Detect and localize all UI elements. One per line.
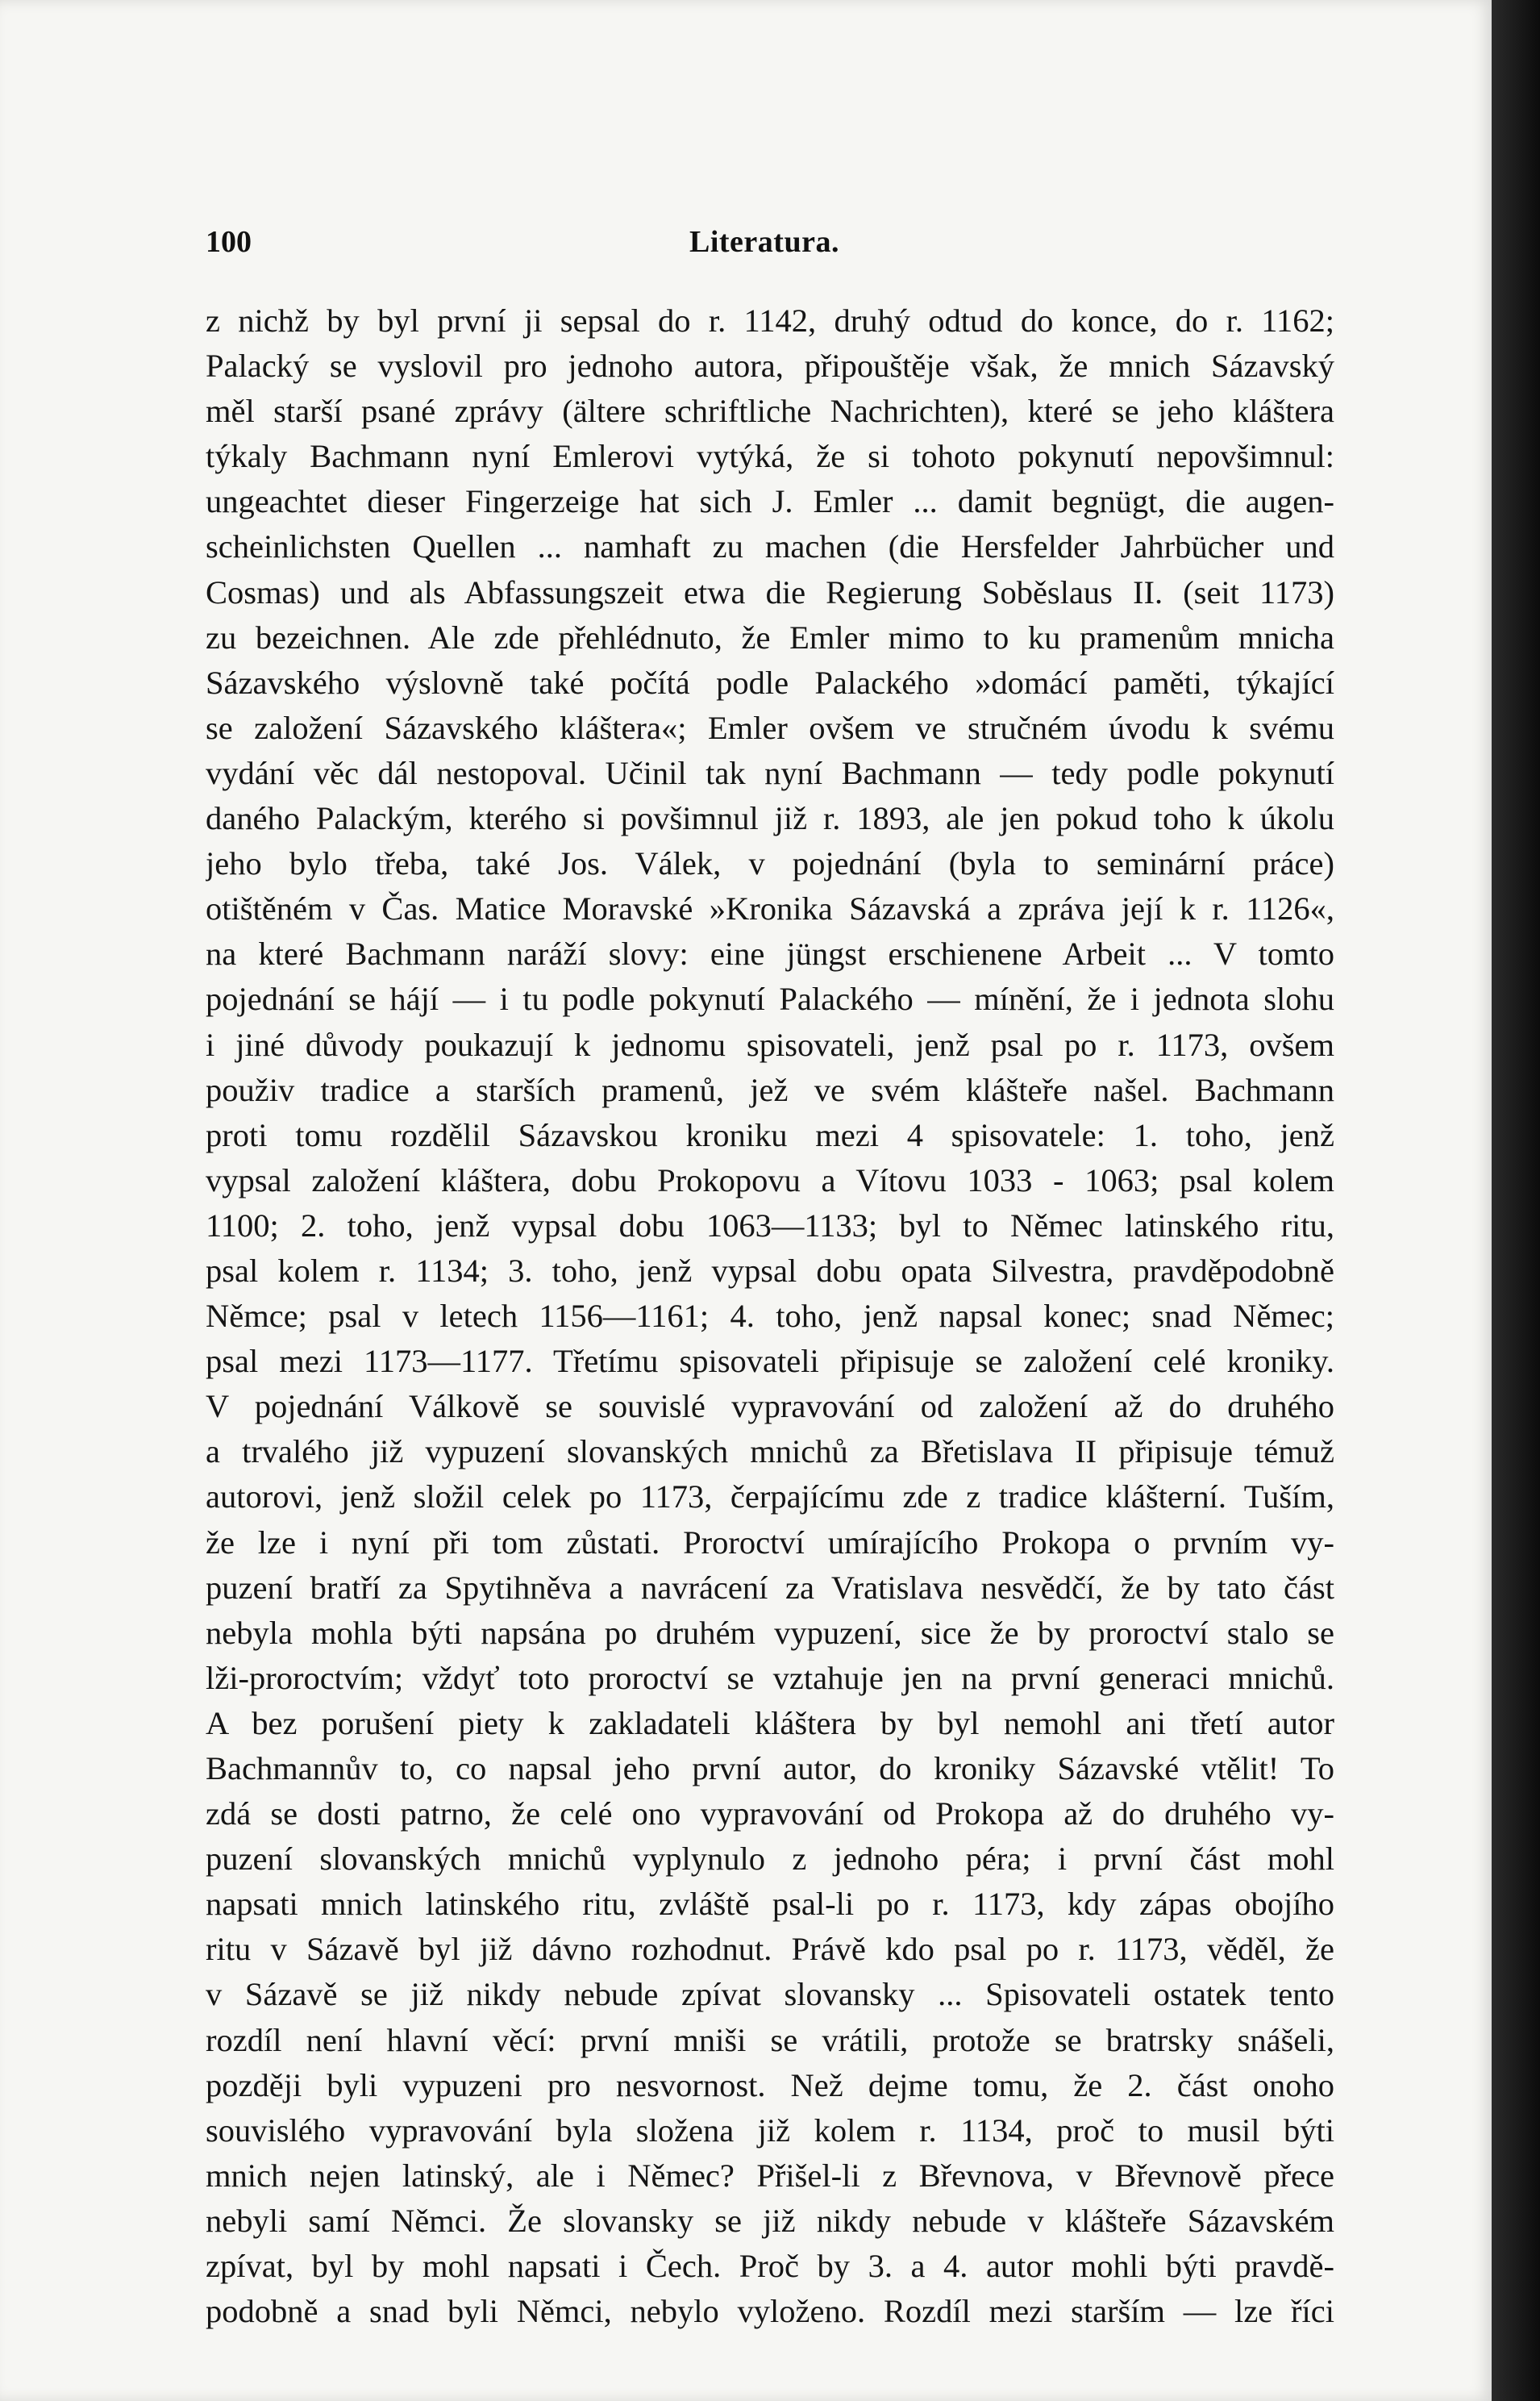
- text-line: vydání věc dál nestopoval. Učinil tak nyní Bachmann — tedy podle pokynutí: [206, 754, 1334, 791]
- text-line: že lze i nyní při tom zůstati. Proroctví umírajícího Prokopa o prvním vy-: [206, 1524, 1334, 1561]
- text-line: puzení slovanských mnichů vyplynulo z jednoho péra; i první část mohl: [206, 1840, 1334, 1878]
- text-line: zpívat, byl by mohl napsati i Čech. Proč by 3. a 4. autor mohli býti pravdě-: [206, 2248, 1334, 2285]
- text-line: scheinlichsten Quellen ... namhaft zu machen (die Hersfelder Jahrbücher und: [206, 528, 1334, 565]
- text-line: zdá se dosti patrno, že celé ono vypravování od Prokopa až do druhého vy-: [206, 1795, 1334, 1832]
- text-line: otištěném v Čas. Matice Moravské »Kronika Sázavská a zpráva její k r. 1126«,: [206, 890, 1334, 927]
- text-line: na které Bachmann naráží slovy: eine jüngst erschienene Arbeit ... V tomto: [206, 936, 1334, 973]
- text-line: V pojednání Válkově se souvislé vypravování od založení až do druhého: [206, 1388, 1334, 1425]
- text-line: použiv tradice a starších pramenů, jež ve svém klášteře našel. Bachmann: [206, 1071, 1334, 1108]
- text-line: i jiné důvody poukazují k jednomu spisovateli, jenž psal po r. 1173, ovšem: [206, 1026, 1334, 1063]
- text-line: jeho bylo třeba, také Jos. Válek, v pojednání (byla to seminární práce): [206, 845, 1334, 882]
- text-line: daného Palackým, kterého si povšimnul již r. 1893, ale jen pokud toho k úkolu: [206, 800, 1334, 837]
- text-line: 1100; 2. toho, jenž vypsal dobu 1063—1133; byl to Němec latinského ritu,: [206, 1207, 1334, 1244]
- text-line: psal mezi 1173—1177. Třetímu spisovateli připisuje se založení celé kroniky.: [206, 1343, 1334, 1380]
- text-line: Sázavského výslovně také počítá podle Palackého »domácí paměti, týkající: [206, 664, 1334, 701]
- text-line: Bachmannův to, co napsal jeho první autor, do kroniky Sázavské vtělit! To: [206, 1750, 1334, 1786]
- text-line: proti tomu rozdělil Sázavskou kroniku mezi 4 spisovatele: 1. toho, jenž: [206, 1116, 1334, 1153]
- text-line: lži-proroctvím; vždyť toto proroctví se vztahuje jen na první generaci mnichů.: [206, 1659, 1334, 1696]
- page-header: [206, 216, 1351, 273]
- text-line: napsati mnich latinského ritu, zvláště psal-li po r. 1173, kdy zápas obojího: [206, 1886, 1334, 1923]
- text-line: vypsal založení kláštera, dobu Prokopovu a Vítovu 1033 - 1063; psal kolem: [206, 1161, 1334, 1198]
- text-line: později byli vypuzeni pro nesvornost. Než dejme tomu, že 2. část onoho: [206, 2066, 1334, 2103]
- text-line: Němce; psal v letech 1156—1161; 4. toho, jenž napsal konec; snad Němec;: [206, 1298, 1334, 1335]
- text-line: týkaly Bachmann nyní Emlerovi vytýká, že si tohoto pokynutí nepovšimnul:: [206, 438, 1334, 475]
- text-line: zu bezeichnen. Ale zde přehlédnuto, že Emler mimo to ku pramenům mnicha: [206, 619, 1334, 656]
- text-line: rozdíl není hlavní věcí: první mniši se vrátili, protože se bratrsky snášeli,: [206, 2021, 1334, 2058]
- text-line: mnich nejen latinský, ale i Němec? Přišel-li z Břevnova, v Břevnově přece: [206, 2157, 1334, 2194]
- page-number: 100: [206, 225, 252, 259]
- text-line: ritu v Sázavě byl již dávno rozhodnut. Právě kdo psal po r. 1173, věděl, že: [206, 1931, 1334, 1968]
- text-line: se založení Sázavského kláštera«; Emler ovšem ve stručném úvodu k svému: [206, 709, 1334, 746]
- body-text: [206, 298, 1334, 2330]
- text-line: psal kolem r. 1134; 3. toho, jenž vypsal dobu opata Silvestra, pravděpodobně: [206, 1252, 1334, 1289]
- text-line: souvislého vypravování byla složena již kolem r. 1134, proč to musil býti: [206, 2111, 1334, 2149]
- text-line: A bez porušení piety k zakladateli kláštera by byl nemohl ani třetí autor: [206, 1704, 1334, 1741]
- text-line: v Sázavě se již nikdy nebude zpívat slovansky ... Spisovateli ostatek tento: [206, 1976, 1334, 2013]
- text-line: Palacký se vyslovil pro jednoho autora, připouštěje však, že mnich Sázavský: [206, 348, 1334, 385]
- text-line: nebyli samí Němci. Že slovansky se již nikdy nebude v klášteře Sázavském: [206, 2202, 1334, 2239]
- text-line: [206, 2334, 1334, 2379]
- text-line: pojednání se hájí — i tu podle pokynutí Palackého — mínění, že i jednota slohu: [206, 981, 1334, 1018]
- text-line: autorovi, jenž složil celek po 1173, čerpajícímu zde z tradice klášterní. Tuším,: [206, 1478, 1334, 1515]
- text-line: Cosmas) und als Abfassungszeit etwa die Regierung Soběslaus II. (seit 1173): [206, 573, 1334, 611]
- text-line: měl starší psané zprávy (ältere schriftliche Nachrichten), které se jeho kláštera: [206, 393, 1334, 430]
- text-line: ungeachtet dieser Fingerzeige hat sich J. Emler ... damit begnügt, die augen-: [206, 483, 1334, 520]
- text-line: puzení bratří za Spytihněva a navrácení za Vratislava nesvědčí, že by tato část: [206, 1569, 1334, 1606]
- text-line: nebyla mohla býti napsána po druhém vypuzení, sice že by proroctví stalo se: [206, 1614, 1334, 1651]
- running-title: Literatura.: [689, 225, 839, 259]
- text-line: a trvalého již vypuzení slovanských mnichů za Břetislava II připisuje témuž: [206, 1433, 1334, 1470]
- scan-dark-edge: [1492, 0, 1540, 2401]
- text-line: z nichž by byl první ji sepsal do r. 1142, druhý odtud do konce, do r. 1162;: [206, 302, 1334, 339]
- text-line: podobně a snad byli Němci, nebylo vyloženo. Rozdíl mezi starším — lze říci: [206, 2293, 1334, 2330]
